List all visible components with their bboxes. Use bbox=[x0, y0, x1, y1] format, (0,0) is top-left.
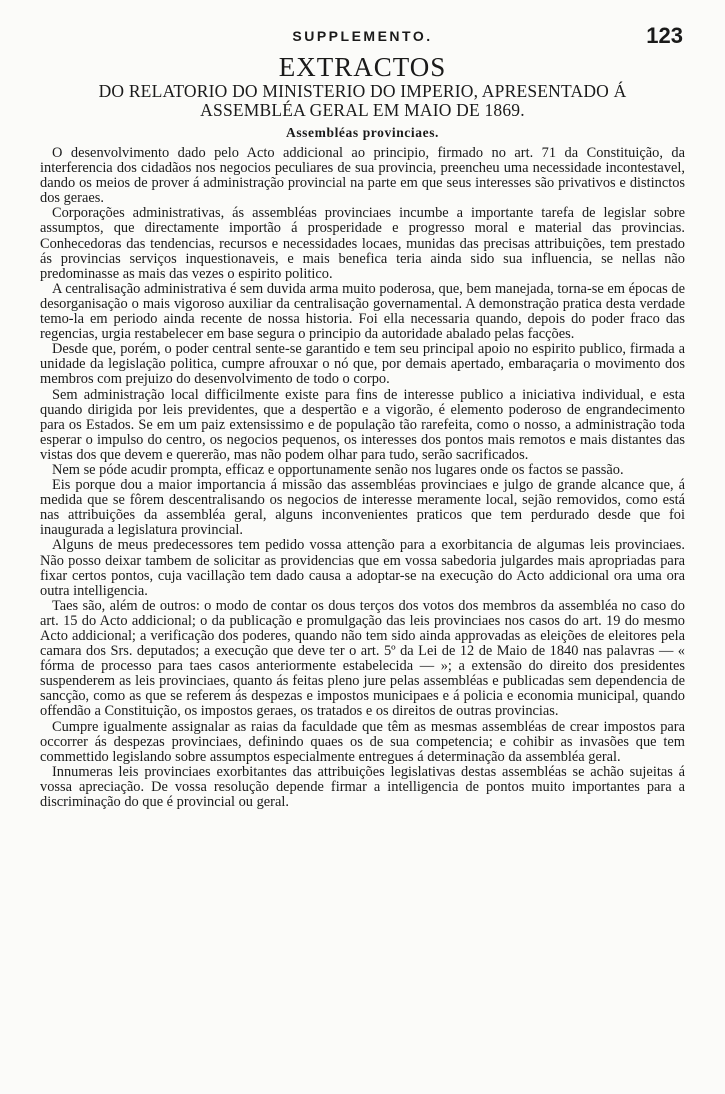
document-title: EXTRACTOS bbox=[278, 52, 447, 82]
body-text bbox=[40, 146, 685, 810]
page-number: 123 bbox=[646, 23, 683, 48]
paragraph: O desenvolvimento dado pelo Acto addicional ao principio, firmado no art. 71 da Constituição, da interferencia dos cidadãos nos negocios peculiares de sua provincia, preencheu uma necessidade incontestavel, dando os meios de prover á administração provincial na parte em que seus interesses são privativos e distinctos dos geraes. bbox=[40, 145, 685, 207]
paragraph: Corporações administrativas, ás assembléas provinciaes incumbe a importante tarefa de legislar sobre assumptos, que directamente importão á prosperidade e progresso moral e material das provincias. Conhecedoras das tendencias, recursos e necessidades locaes, munidas das precisas attribuições, tem prestado ás provincias serviços inquestionaveis, e mais benefica teria ainda sido sua influencia, se nellas não predominasse as mais das vezes o espirito politico. bbox=[40, 205, 685, 282]
paragraph: Sem administração local difficilmente existe para fins de interesse publico a iniciativa individual, e esta quando dirigida por leis previdentes, que a despertão e a vigorão, é elemento poderoso de engrandecimento para os Estados. Se em um paiz extensissimo e de população tão rarefeita, como o nosso, a administração toda esperar o impulso do centro, os negocios pequenos, os interesses dos pontos mais remotos e mais distantes das vistas dos que devem e quererão, mas não podem olhar para tudo, serão sacrificados. bbox=[40, 386, 685, 463]
subtitle-line-2: ASSEMBLÉA GERAL EM MAIO DE 1869. bbox=[200, 100, 525, 120]
running-title: SUPPLEMENTO. bbox=[292, 28, 433, 44]
paragraph: Nem se póde acudir prompta, efficaz e opportunamente senão nos lugares onde os factos se passão. bbox=[52, 461, 624, 478]
running-header bbox=[40, 20, 685, 50]
paragraph: Alguns de meus predecessores tem pedido vossa attenção para a exorbitancia de algumas leis provinciaes. Não posso deixar tambem de solicitar as providencias que em vossa sabedoria julgardes mais apropriadas para fixar certos pontos, cuja vacillação tem dado causa a adoptar-se na execução do Acto addicional ora uma ora outra intelligencia. bbox=[40, 537, 685, 599]
paragraph: Eis porque dou a maior importancia á missão das assembléas provinciaes e julgo de grande alcance que, á medida que se fôrem descentralisando os negocios de interesse meramente local, sejão removidos, como está nas attribuições da assembléa geral, alguns inconvenientes praticos que tem perdurado desde que foi inaugurada a legislatura provincial. bbox=[40, 477, 685, 539]
paragraph: A centralisação administrativa é sem duvida arma muito poderosa, que, bem manejada, torna-se em épocas de desorganisação o mais vigoroso auxiliar da centralisação governamental. A demonstração pratica desta verdade temo-la em periodo ainda recente de nossa historia. Foi ella necessaria quando, depois do poder fraco das regencias, urgia restabelecer em base segura o principio da autoridade abalado pelas facções. bbox=[40, 280, 685, 343]
paragraph: Cumpre igualmente assignalar as raias da faculdade que têm as mesmas assembléas de crear impostos para occorrer ás despezas provinciaes, definindo quaes os de sua competencia; e cohibir as invasões que tem commettido legislando sobre assumptos especialmente entregues á determinação da assembléa geral. bbox=[40, 718, 685, 765]
section-heading: Assembléas provinciaes. bbox=[285, 125, 440, 140]
subtitle-line-1: DO RELATORIO DO MINISTERIO DO IMPERIO, APRESENTADO Á bbox=[98, 81, 627, 101]
paragraph: Desde que, porém, o poder central sente-se garantido e tem seu principal apoio no espirito publico, firmada a unidade da legislação politica, cumpre afrouxar o nó que, por demais apertado, embaraçaria o movimento dos membros com prejuizo do desenvolvimento de todo o corpo. bbox=[40, 341, 685, 388]
document-subtitle bbox=[40, 82, 685, 120]
paragraph: Innumeras leis provinciaes exorbitantes das attribuições legislativas destas assembléas se achão sujeitas á vossa apreciação. De vossa resolução depende firmar a intelligencia de pontos muito importantes para a discriminação do que é provincial ou geral. bbox=[40, 763, 685, 811]
paragraph: Taes são, além de outros: o modo de contar os dous terços dos votos dos membros da assembléa no caso do art. 15 do Acto addicional; o da publicação e promulgação das leis provinciaes nos casos do art. 19 do mesmo Acto addicional; a verificação dos poderes, quando não tem sido ainda approvadas as eleições de eleitores pela camara dos Srs. deputados; a execução que deve ter o art. 5º da Lei de 12 de Maio de 1840 nas palavras — « fórma de processo para taes casos anteriormente estabelecida — »; a extensão do direito dos presidentes suspenderem as leis provinciaes, quanto ás feitas pleno jure pelas assembléas e publicadas sem dependencia de sancção, como as que se referem ás despezas e impostos municipaes e á policia e economia municipal, quando offendão a Constituição, os impostos geraes, os tratados e os direitos de outras provincias. bbox=[40, 597, 685, 720]
